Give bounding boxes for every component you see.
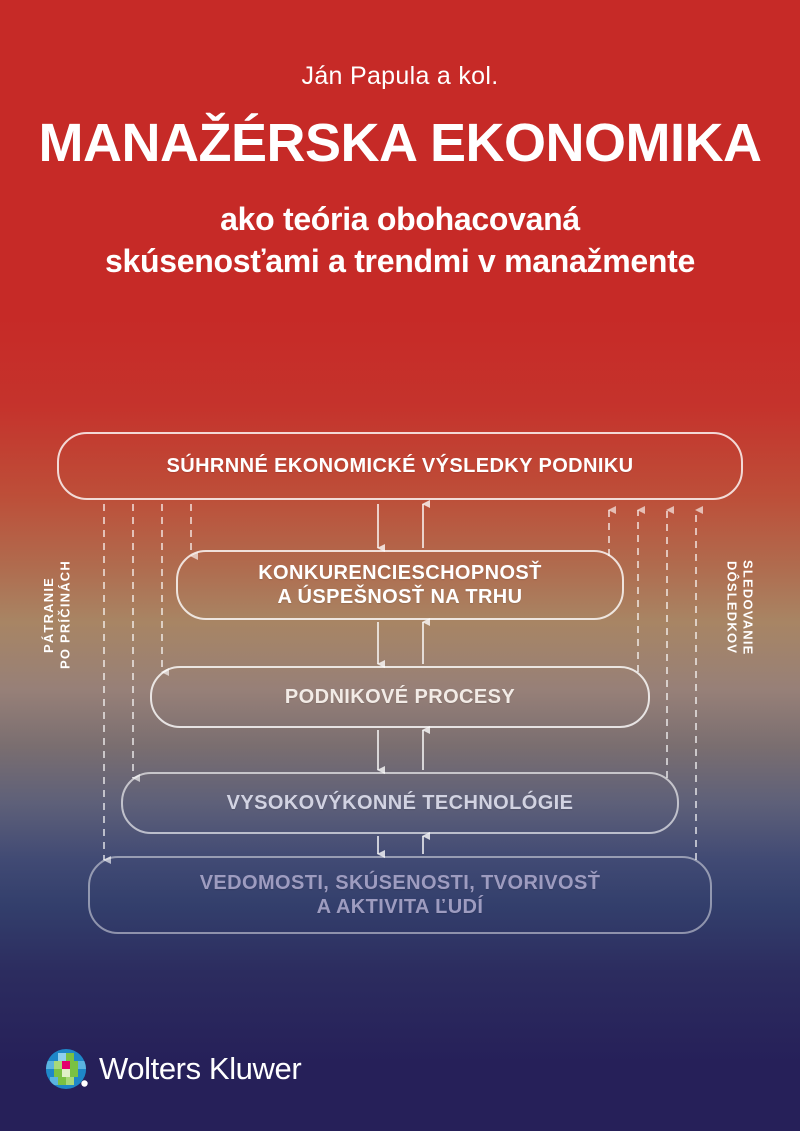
node3-line-1: PODNIKOVÉ PROCESY bbox=[284, 685, 516, 708]
wolters-kluwer-globe-icon bbox=[42, 1045, 90, 1093]
node2-line-1: KONKURENCIESCHOPNOSŤ bbox=[258, 561, 542, 584]
node4-line-1: VYSOKOVÝKONNÉ TECHNOLÓGIE bbox=[226, 791, 574, 814]
diagram-node-competitiveness bbox=[176, 550, 624, 620]
book-title: MANAŽÉRSKA EKONOMIKA bbox=[38, 113, 762, 173]
author-name: Ján Papula a kol. bbox=[301, 62, 499, 90]
diagram-node-technologies bbox=[121, 772, 679, 834]
node2-line-2: A ÚSPEŠNOSŤ NA TRHU bbox=[277, 586, 523, 608]
publisher-logo bbox=[42, 1045, 301, 1093]
subtitle-line-2: skúsenosťami a trendmi v manažmente bbox=[105, 243, 695, 280]
diagram-node-summary-results bbox=[57, 432, 743, 500]
diagram-node-people bbox=[88, 856, 712, 934]
side-label-causes bbox=[41, 560, 74, 669]
node5-line-1: VEDOMOSTI, SKÚSENOSTI, TVORIVOSŤ bbox=[199, 871, 601, 894]
node5-line-2: A AKTIVITA ĽUDÍ bbox=[316, 896, 484, 918]
pyramid-diagram bbox=[0, 420, 800, 940]
side-label-right-line-1: SLEDOVANIE bbox=[740, 560, 756, 656]
node1-line-1: SÚHRNNÉ EKONOMICKÉ VÝSLEDKY PODNIKU bbox=[166, 454, 634, 477]
book-subtitle bbox=[0, 198, 800, 282]
side-label-consequences bbox=[723, 560, 756, 656]
publisher-name: Wolters Kluwer bbox=[99, 1051, 302, 1086]
subtitle-line-1: ako teória obohacovaná bbox=[220, 201, 580, 237]
side-label-left-line-2: PO PRÍČINÁCH bbox=[57, 560, 73, 670]
side-label-right-line-2: DÔSLEDKOV bbox=[724, 561, 740, 655]
side-label-left-line-1: PÁTRANIE bbox=[41, 576, 56, 653]
diagram-node-business-processes bbox=[150, 666, 650, 728]
